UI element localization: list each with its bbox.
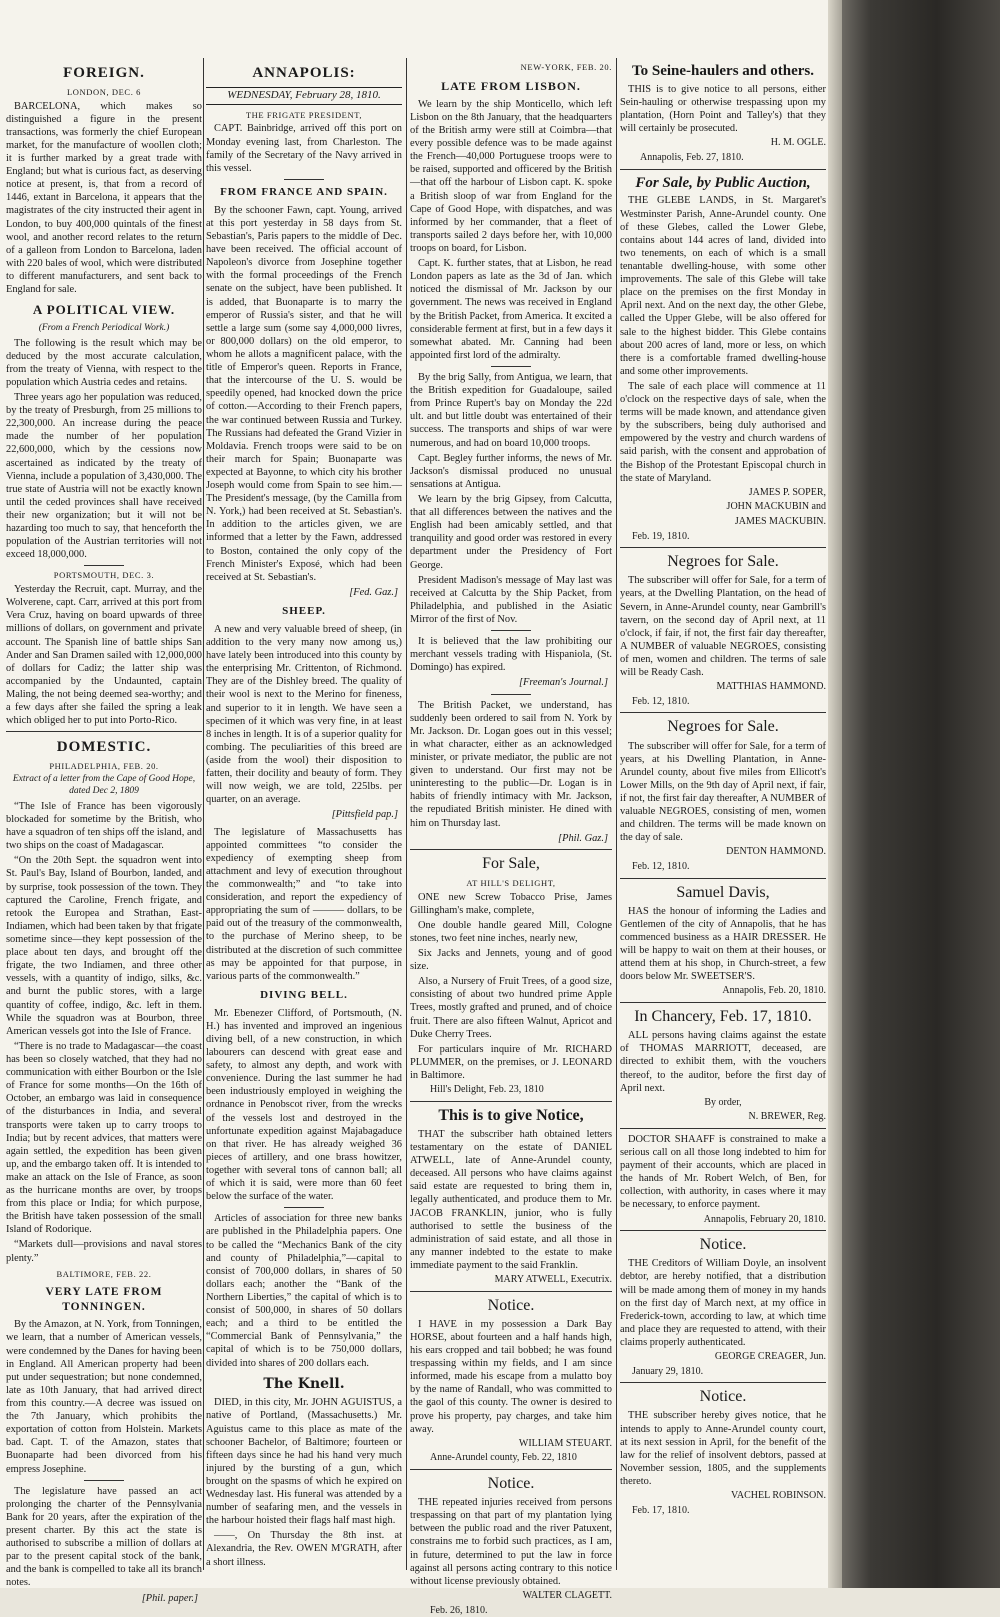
source-citation: [Phil. Gaz.] [410, 832, 608, 845]
divider [620, 1230, 826, 1231]
heading-lisbon: LATE FROM LISBON. [410, 79, 612, 94]
ad-text: One double handle geared Mill, Cologne stones, two feet nine inches, nearly new, [410, 919, 612, 945]
ad-text: THE Creditors of William Doyle, an insolvent debtor, are hereby notified, that a distribution will be made among them of money in my hands on the first day of March next, at my office in Frederick-town, according to law, at which time and place they are requested to attend, with their claims properly authenticated. [620, 1257, 826, 1349]
ad-signature: DENTON HAMMOND. [620, 846, 826, 859]
divider [410, 849, 612, 850]
source-citation: [Phil. paper.] [6, 1592, 198, 1605]
article-british-packet: The British Packet, we understand, has suddenly been ordered to sail from N. York by Mr. Jackson. Dr. Logan goes out in this vessel; in what character, either as an acknowledged minister, or private mediator, the public are not given to understand. Our first may not be uninteresting to the public—Dr. Logan is in habits of friendly intimacy with Mr. Jackson, the repudiated British minister. He dined with him on Thursday last. [410, 699, 612, 830]
divider [410, 1101, 612, 1102]
heading-france-spain: FROM FRANCE AND SPAIN. [206, 186, 402, 200]
divider [620, 169, 826, 170]
heading-frigate: THE FRIGATE PRESIDENT, [206, 110, 402, 121]
divider [620, 1002, 826, 1003]
ad-text: The subscriber will offer for Sale, for a term of years, at his Dwelling Plantation, in Anne-Arundel county, about five miles from Ellicott's Lower Mills, on the 9th day of April next, if fair, if not, the first fair day thereafter, A NUMBER of valuable NEGROES, consisting of men, women and children. The terms will be made known on the day of sale. [620, 740, 826, 845]
ad-title-notice: Notice. [620, 1235, 826, 1255]
ad-signature: N. BREWER, Reg. [620, 1111, 826, 1124]
divider [491, 694, 531, 695]
ad-title-negroes-for-sale: Negroes for Sale. [620, 552, 826, 572]
masthead-annapolis: ANNAPOLIS: [206, 64, 402, 83]
article-barcelona: BARCELONA, which makes so distinguished a figure in the present transactions, was formerly the chief European market, for the manufacture of woollen cloth; it is further marked by a great trade with England; but what is curious fact, as deserving notice at present, is, that from a record of 1446, extant in Barcelona, it appears that the magistrates of the city instructed their agent in London, to buy 400,000 quintals of the finest wool, and another record relates to the return of a galleon from London to Barcelona, laden with 220 bales of wool, which were distributed to different manufacturers, and sent back to England for sale. [6, 100, 202, 297]
article-political-view: The following is the result which may be deduced by the most accurate calculation, from the treaty of Vienna, with respect to the population which Austria cedes and retains. [6, 337, 202, 389]
article-massachusetts: The legislature of Massachusetts has appointed committees “to consider the expediency of exempting sheep from attachment and levy of execution throughout the commonwealth;” and “to take into consideration, and report the expediency of appropriating the sum of ——— dollars, to be paid out of the treasury of the commonwealth, to the purchase of Merino sheep, to be distributed at the discretion of such committee as may be appointed for that purpose, in various parts of the commonwealth.” [206, 826, 402, 983]
obituary-aguistus: DIED, in this city, Mr. JOHN AGUISTUS, a native of Portland, (Massachusetts.) Mr. Aguistus came to this place as mate of the schooner Bachelor, of Baltimore; fourteen or fifteen days since he had his hand very much injured by the bursting of a gun, which brought on the spasms of which he expired on Wednesday last. His funeral was attended by a number of seafaring men, and the vessels in the harbour hoisted their flags half mast high. [206, 1396, 402, 1527]
extract-heading: Extract of a letter from the Cape of Good Hope, dated Dec 2, 1809 [6, 774, 202, 798]
ad-title-public-auction: For Sale, by Public Auction, [620, 174, 826, 193]
heading-knell: The Knell. [206, 1376, 402, 1394]
ad-date: Annapolis, February 20, 1810. [620, 1214, 826, 1227]
heading-diving-bell: DIVING BELL. [206, 989, 402, 1003]
article-antigua: By the brig Sally, from Antigua, we learn, that the British expedition for Guadaloupe, sailed from Prince Rupert's bay on Monday the 22d ult. and but little doubt was entertained of their success. The transports and ships of war were numerous, and had on board 10,000 troops. [410, 371, 612, 450]
ad-date: Feb. 17, 1810. [620, 1505, 826, 1518]
ad-signature: JAMES P. SOPER, [620, 487, 826, 500]
ad-text: THE subscriber hereby gives notice, that he intends to apply to Anne-Arundel county court, at its next session in April, for the benefit of the law for the relief of insolvent debtors, passed at November session, 1805, and the supplements thereto. [620, 1409, 826, 1488]
ad-signature: JOHN MACKUBIN and [620, 501, 826, 514]
ad-text: For particulars inquire of Mr. RICHARD PLUMMER, on the premises, or J. LEONARD in Baltimore. [410, 1043, 612, 1082]
subheading-political-view: (From a French Periodical Work.) [6, 323, 202, 335]
ad-text: THIS is to give notice to all persons, either Sein-hauling or otherwise trespassing upon my plantation, (Horn Point and Talley's) that they will certainly be prosecuted. [620, 83, 826, 135]
divider [410, 1469, 612, 1470]
ad-date: Feb. 26, 1810. [410, 1605, 612, 1617]
section-heading-domestic: DOMESTIC. [6, 738, 202, 757]
ad-text: THE GLEBE LANDS, in St. Margaret's Westminster Parish, Anne-Arundel county. One of these Glebes, called the Lower Glebe, contains about 144 acres of land, divided into two tenements, on each of which is a small tenantable dwelling-house, with some other improvements. The sale of this Glebe will take place on the premises on the first Monday in April next. And on the next day, the other Glebe, called the Upper Glebe, will be also offered for sale to the highest bidder. This Glebe contains about 200 acres of land, more or less, on which there is a comfortable framed dwelling-house and some other improvements. [620, 194, 826, 378]
divider [491, 630, 531, 631]
ad-title-give-notice: This is to give Notice, [410, 1106, 612, 1126]
book-binding [842, 0, 1000, 1588]
ad-order: By order, [620, 1097, 826, 1110]
heading-tonningen: VERY LATE FROM TONNINGEN. [6, 1285, 202, 1314]
ad-signature: WALTER CLAGETT. [410, 1590, 612, 1603]
ad-date: Feb. 12, 1810. [620, 861, 826, 874]
divider [84, 565, 124, 566]
ad-signature: JAMES MACKUBIN. [620, 516, 826, 529]
ad-title-seine-haulers: To Seine-haulers and others. [620, 62, 826, 81]
divider [6, 731, 202, 732]
ad-signature: WILLIAM STEUART. [410, 1438, 612, 1451]
heading-sheep: SHEEP. [206, 605, 402, 619]
source-citation: [Pittsfield pap.] [206, 808, 398, 821]
ad-text: ALL persons having claims against the estate of THOMAS MARRIOTT, deceased, are directed to exhibit them, with the vouchers thereof, to the auditor, before the first day of April next. [620, 1029, 826, 1095]
article-france-spain: By the schooner Fawn, capt. Young, arrived at this port yesterday in 58 days from St. Sebastian's, Paris papers to the middle of Dec. have been received. The official account of Napoleon's divorce from Josephine together with the formal proceedings of the French senate on the subject, have been published. It is added, that Buonaparte is to marry the emperor of Russia's sister, and that he will settle a large sum (some say 4,000,000 livres, or 800,000 dollars) on the old emperor, to whom he allots a magnificent palace, with the title of Emperor's queen. Reports in France, that the intercourse of the U. S. would be speedily opened, had knocked down the price of cotton.—According to their French papers, the war continued between Russia and Turkey. The Russians had defeated the Grand Vizier in Moldavia. French troops were said to be on their march for Spain; Buonaparte was expected at Bayonne, to which city his brother Joseph would come from Spain to see him.—The President's message, (by the Camilla from N. York,) had been received at St. Sebastian's. In addition to the articles given, we are informed that a letter by the Fawn, addressed to Boston, contained the only copy of the French Minister's Exposé, which had been received at St. Sebastian's. [206, 204, 402, 584]
article-begley: Capt. Begley further informs, the news of Mr. Jackson's dismissal produced no unusual sensations at Antigua. [410, 452, 612, 491]
ad-text: The subscriber will offer for Sale, for a term of years, at the Dwelling Plantation, on the head of Severn, in Anne-Arundel county, near Gambrill's tavern, on the second day of April next, at 11 o'clock, if fair, if not, the first fair day thereafter, A NUMBER of valuable NEGROES, consisting of men, women and children. The terms of sale will be Ready Cash. [620, 574, 826, 679]
column-annapolis [206, 58, 402, 1578]
ad-text: HAS the honour of informing the Ladies and Gentlemen of the city of Annapolis, that he has commenced business as a HAIR DRESSER. He will be happy to wait on them at their houses, or attend them at his shop, in Church-street, a few doors below Mr. SWEETSER'S. [620, 905, 826, 984]
article-isle-of-france-2: “On the 20th Sept. the squadron went into St. Paul's Bay, Island of Bourbon, landed, and by surprise, took possession of the town. They captured the Caroline, French frigate, and retook the Europea and Strathan, East-Indiamen, which had been taken by that frigate sometime since—they kept possession of the place about ten days, and brought off the frigate, the two Indiamen, and three other vessels, with a quantity of indigo, silks, &c. and burnt the public stores, with a large quantity of coffee, indigo, &c. left in them. While the squadron was at Bourbon, three American vessels got into the Isle of France. [6, 854, 202, 1038]
article-calcutta: We learn by the brig Gipsey, from Calcutta, that all differences between the natives and the English had been amicably settled, and that tranquility and good order was restored in every department under the Presidency of Fort George. [410, 493, 612, 572]
divider [620, 1128, 826, 1129]
article-sheep: A new and very valuable breed of sheep, (in addition to the very many now among us,) have lately been introduced into this county by the enterprising Mr. Crittenton, of Richmond. They are of the Dishley breed. The quality of their wool is next to the Merino for fineness, and superior to it in length. We have seen a specimen of it which was very fine, in at least 8 inches in length. It is of a superior quality for combing. The peculiarities of this breed are (aside from the wool) their disposition to fatten, their docility and beauty of form. They will now weigh, we are told, 225lbs. per quarter, on an average. [206, 623, 402, 807]
article-lisbon-1: We learn by the ship Monticello, which left Lisbon on the 8th January, that the headquarters of the British army were still at Coimbra—that every possible defence was to be made against the French—40,000 Portuguese troops were to be raised, supported and officered by the British—that off the harbour of Lisbon capt. K. spoke a British sloop of war from England for the Cape of Good Hope, with dispatches, and was informed by her commander, that a fleet of transports sailed 2 days before her, with 10,000 troops on board, for Lisbon. [410, 98, 612, 255]
divider [491, 366, 531, 367]
ad-text: Six Jacks and Jennets, young and of good size. [410, 947, 612, 973]
ad-text: I HAVE in my possession a Dark Bay HORSE, about fourteen and a half hands high, his ears cropped and tail bobbed; he was found trespassing within my fields, and I am since informed, made his escape from a mulatto boy by the name of Randall, who was committed to the gaol of this county. The owner is desired to prove his property, pay charges, and take him away. [410, 1318, 612, 1436]
dateline-new-york: NEW-YORK, FEB. 20. [410, 62, 612, 73]
divider [620, 1382, 826, 1383]
dateline-portsmouth: PORTSMOUTH, DEC. 3. [6, 570, 202, 581]
ad-title-notice: Notice. [620, 1387, 826, 1407]
article-tonningen: By the Amazon, at N. York, from Tonningen, we learn, that a number of American vessels, were condemned by the Danes for having been in England. All American property had been put under sequestration; but none condemned, late as 10th January, that had arrived direct from this country.—A decree was issued on the 7th January, which prohibits the exportation of cotton from Holstein. Markets bad. Capt. T. of the Amazon, states that Buonaparte had been divorced from his empress Josephine. [6, 1318, 202, 1475]
ad-title-negroes-for-sale: Negroes for Sale. [620, 717, 826, 737]
issue-dateline: WEDNESDAY, February 28, 1810. [206, 87, 402, 105]
ad-date: January 29, 1810. [620, 1366, 826, 1379]
source-citation: [Fed. Gaz.] [206, 586, 398, 599]
ad-signature: MARY ATWELL, Executrix. [410, 1274, 612, 1287]
divider [620, 547, 826, 548]
column-advertisements [620, 58, 826, 1578]
ad-title-notice: Notice. [410, 1474, 612, 1494]
ad-date: Hill's Delight, Feb. 23, 1810 [410, 1084, 612, 1097]
ad-date: Anne-Arundel county, Feb. 22, 1810 [410, 1452, 612, 1465]
section-heading-foreign: FOREIGN. [6, 64, 202, 83]
article-legislature: The legislature have passed an act prolonging the charter of the Pennsylvania Bank for 20 years, after the expiration of the present charter. By this act the state is authorised to subscribe a million of dollars at par to the present capital stock of the bank, and the bank is compelled to take all its branch notes. [6, 1485, 202, 1590]
ad-text: ONE new Screw Tobacco Prise, James Gillingham's make, complete, [410, 891, 612, 917]
article-frigate: CAPT. Bainbridge, arrived off this port on Monday evening last, from Charleston. The family of the Secretary of the Navy arrived in this vessel. [206, 122, 402, 174]
dateline-philadelphia: PHILADELPHIA, FEB. 20. [6, 761, 202, 772]
source-citation: [Freeman's Journal.] [410, 676, 608, 689]
ad-title-samuel-davis: Samuel Davis, [620, 883, 826, 903]
article-banks: Articles of association for three new banks are published in the Philadelphia papers. One to be called the “Mechanics Bank of the city and county of Philadelphia,”—capital to consist of 700,000 dollars, in shares of 50 dollars each; another the “Bank of the Northern Liberties,” the capital of which is to consist of 500,000, in shares of 50 dollars each; and a third to be entitled the “Commercial Bank of Pennsylvania,” the capital of which is to be 750,000 dollars, divided into shares of 200 dollars each. [206, 1212, 402, 1369]
ad-date: Annapolis, Feb. 20, 1810. [620, 985, 826, 998]
divider [284, 1207, 324, 1208]
column-new-york [410, 58, 612, 1578]
ad-text: The sale of each place will commence at 11 o'clock on the respective days of sale, when the terms will be made known, and attendance given by the subscribers, being duly authorised and empowered by the vestry and church wardens of said parish, with the consent and approbation of the Bishop of the Protestant Episcopal church in the state of Maryland. [620, 380, 826, 485]
ad-text: THAT the subscriber hath obtained letters testamentary on the estate of DANIEL ATWELL, late of Anne-Arundel county, deceased. All persons who have claims against said estate are requested to bring them in, legally authenticated, and produce them to Mr. JACOB FRANKLIN, junior, who is fully authorised to settle the business of the administration of said estate, and all those in any manner indebted to the estate to make immediate payment to the said Franklin. [410, 1128, 612, 1272]
divider [284, 179, 324, 180]
divider [410, 1291, 612, 1292]
ad-title-chancery: In Chancery, Feb. 17, 1810. [620, 1007, 826, 1027]
article-madison-message: President Madison's message of May last was received at Calcutta by the Ship Packet, from Philadelphia, and published in the Asiatic Mirror of the first of Nov. [410, 574, 612, 626]
divider [84, 1480, 124, 1481]
ad-date: Annapolis, Feb. 27, 1810. [620, 152, 826, 165]
ad-date: Feb. 19, 1810. [620, 531, 826, 544]
ad-text-doctor-shaaff: DOCTOR SHAAFF is constrained to make a serious call on all those long indebted to him for payment of their accounts, which are placed in the hands of Mr. Robert Welch, of Ben, for collection, with authority, in cases where it may be necessary, to enforce payment. [620, 1133, 826, 1212]
ad-title-for-sale: For Sale, [410, 854, 612, 874]
ad-signature: H. M. OGLE. [620, 137, 826, 150]
article-diving-bell: Mr. Ebenezer Clifford, of Portsmouth, (N. H.) has invented and improved an ingenious diving bell, of a new construction, in which labourers can descend with great ease and safety, to almost any depth, and work with convenience. During the last summer he had been industriously employed in weighing the ordnance in Penobscot river, from the wrecks of the vessels lost and destroyed in the unfortunate expedition against Majabagaduce on that river. He has already weighed 36 pieces of artillery, and one brass howitzer, together with several tons of cannon ball; all of which it is said, were more than 60 feet below the surface of the water. [206, 1007, 402, 1204]
column-rule [616, 58, 617, 1570]
article-lisbon-2: Capt. K. further states, that at Lisbon, he read London papers as late as the 3d of Jan. which noticed the dismissal of Mr. Jackson by our government. The news was received in England by the British Packet, from America. It excited a considerable ferment at first, but in a few days it somewhat abated. Mr. Canning had been appointed first lord of the admiralty. [410, 257, 612, 362]
article-isle-of-france-3: “There is no trade to Madagascar—the coast has been so closely watched, that they had no communication with either Bourbon or the Isle of France for some months—On the 16th of October, an embargo was laid in consequence of the disturbances in India, and several transports were taken up to carry troops to India; but by recent advices, that matters were again settled, the expedition has been given up, and the embargo taken off. It is intended to make an attack on the Isle of France, as soon as the hurricane months are over, by troops from this place or India; for which purpose, the British have taken possession of the small Island of Rodorique. [6, 1040, 202, 1237]
column-foreign-domestic [6, 58, 202, 1578]
ad-text: Also, a Nursery of Fruit Trees, of a good size, consisting of about two hundred prime Apple Trees, mostly grafted and pruned, and of choice fruit. There are also fifteen Walnut, Apricot and Duke Cherry Trees. [410, 975, 612, 1041]
ad-text: THE repeated injuries received from persons trespassing on that part of my plantation lying between the public road and the river Patuxent, constrains me to forbid such practices, as I am, in future, determined to put the law in force against all persons acting contrary to this notice without license previously obtained. [410, 1496, 612, 1588]
column-rule [203, 58, 204, 1570]
ad-signature: GEORGE CREAGER, Jun. [620, 1351, 826, 1364]
article-isle-of-france-1: “The Isle of France has been vigorously blockaded for sometime by the British, who have a squadron of ten ships off the island, and two ships on the coast of Madagascar. [6, 800, 202, 852]
article-hispaniola: It is believed that the law prohibiting our merchant vessels trading with Hispaniola, (St. Domingo) has expired. [410, 635, 612, 674]
ad-title-notice: Notice. [410, 1296, 612, 1316]
article-political-view-2: Three years ago her population was reduced, by the treaty of Presburgh, from 25 millions to 22,300,000. An increase during the peace made the number of her population 22,600,000, which by the cessions now ascertained as indicated by the treaty of Vienna, include a population of 3,430,000. The true state of Austria will not be exactly known until the ceded provinces shall have received their new organization; but it will not be hazarding too much to say, that henceforth the population of the Austrian territories will not exceed 18,000,000. [6, 391, 202, 561]
article-isle-of-france-4: “Markets dull—provisions and naval stores plenty.” [6, 1238, 202, 1264]
heading-political-view: A POLITICAL VIEW. [6, 302, 202, 318]
ad-signature: MATTHIAS HAMMOND. [620, 681, 826, 694]
divider [620, 712, 826, 713]
dateline-london: LONDON, DEC. 6 [6, 87, 202, 98]
dateline-baltimore: BALTIMORE, FEB. 22. [6, 1269, 202, 1280]
column-rule [406, 58, 407, 1570]
ad-signature: VACHEL ROBINSON. [620, 1490, 826, 1503]
ad-date: Feb. 12, 1810. [620, 696, 826, 709]
ad-subtitle-hills-delight: AT HILL'S DELIGHT, [410, 878, 612, 889]
article-portsmouth: Yesterday the Recruit, capt. Murray, and the Wolverene, capt. Carr, arrived at this port from Vera Cruz, having on board upwards of three millions of dollars, on government and private account. The Spanish line of battle ships San Ander and San Dramen sailed with 12,000,000 of dollars for Cadiz; the latter ship was accompanied by the Undaunted, captain Maling, the not being deemed sea-worthy; and a few days after she failed the spring a leak which obliged her to put into Porto-Rico. [6, 583, 202, 727]
obituary-mgrath: ——, On Thursday the 8th inst. at Alexandria, the Rev. OWEN M'GRATH, after a short illness. [206, 1529, 402, 1568]
divider [620, 878, 826, 879]
